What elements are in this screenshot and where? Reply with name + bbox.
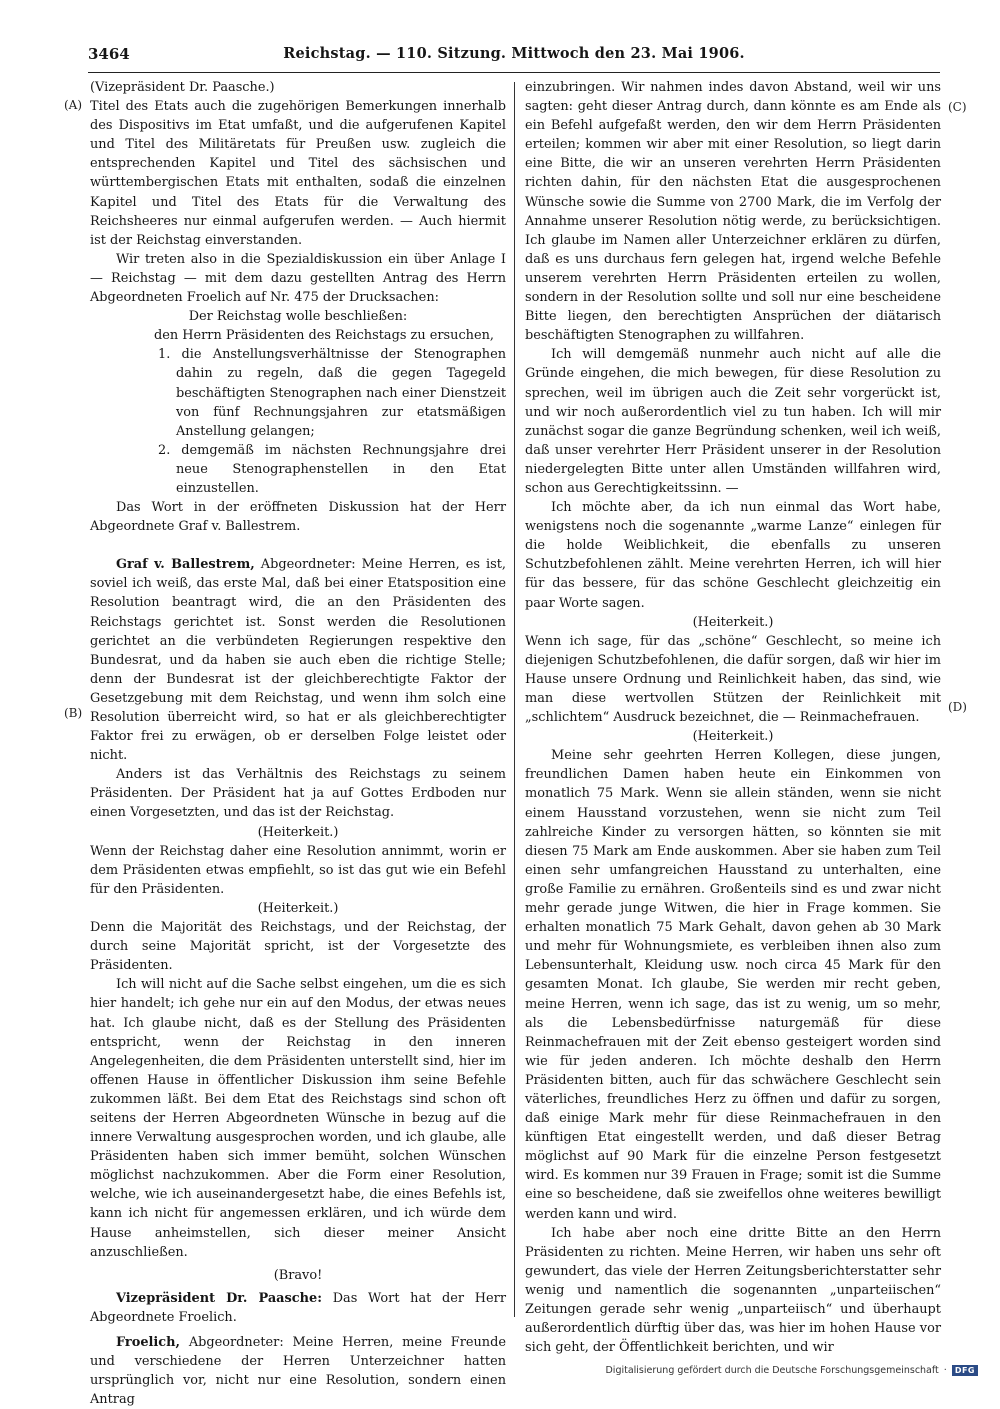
speech-paragraph	[90, 555, 506, 765]
column-divider	[514, 82, 515, 1317]
paragraph: Ich möchte aber, da ich nun einmal das Wort habe, wenigstens noch die sogenannte „warme Lanze“ einlegen für die holde Weiblichkeit, die ebenfalls zu unseren Schutzbefohlenen zählt. Meine verehrten Herren, ich will hier für das bessere, für das schöne Geschlecht gleichzeitig ein paar Worte sagen.	[525, 500, 941, 611]
motion-item: 1. die Anstellungsverhältnisse der Stenographen dahin zu regeln, daß die gegen Tagegeld beschäftigten Stenographen nach einer Dienstzeit von fünf Rechnungsjahren zur etatsmäßigen Anstellung gelangen;	[158, 347, 506, 439]
interjection: (Bravo!	[273, 1267, 323, 1283]
speaker-name: Froelich,	[116, 1335, 181, 1350]
motion-item: 2. demgemäß im nächsten Rechnungsjahre drei neue Stenographenstellen in den Etat einzustellen.	[158, 442, 506, 496]
digitization-footer: Digitalisierung gefördert durch die Deutsche Forschungsgemeinschaft · DFG	[605, 1365, 978, 1376]
paragraph: Anders ist das Verhältnis des Reichstags zu seinem Präsidenten. Der Präsident hat ja auf Gottes Erdboden nur einen Vorgesetzten, und das ist der Reichstag.	[90, 767, 506, 821]
interjection: (Heiterkeit.)	[692, 729, 774, 745]
paragraph: Ich will demgemäß nunmehr auch nicht auf alle die Gründe eingehen, die mich bewegen, für diese Resolution zu sprechen, weil im übrigen auch die Zeit sehr vorgerückt ist, und wir noch außerordentlich viel zu tun haben. Ich will mir zunächst sogar die ganze Begründung schenken, weil ich weiß, daß unser verehrter Herr Präsident unserer in der Resolution niedergelegten Bitte unter allen Umständen willfahren wird, schon aus Gerechtigkeitssinn. —	[525, 347, 941, 496]
page-number: 3464	[88, 45, 130, 63]
paragraph: Wenn ich sage, für das „schöne“ Geschlecht, so meine ich diejenigen Schutzbefohlenen, die dafür sorgen, daß wir hier im Hause unsere Ordnung und Reinlichkeit haben, das sind, wie man diese wertvollen Stützen der Reinlichkeit mit „schlichtem“ Ausdruck bezeichnet, die — Reinmachefrauen.	[525, 633, 941, 726]
interjection: (Heiterkeit.)	[257, 824, 339, 840]
speech-paragraph	[90, 1289, 506, 1327]
paragraph: Ich habe aber noch eine dritte Bitte an den Herrn Präsidenten zu richten. Meine Herren, wir haben uns sehr oft gewundert, das viele der Herren Zeitungsberichterstatter sehr wenig und namentlich die sogenannten „unparteiischen“ Zeitungen gerade sehr wenig „unparteiisch“ und überhaupt außerordentlich dürftig über das, was hier im hohen Hause vor sich geht, der Öffentlichkeit berichten, und wir	[525, 1225, 941, 1356]
paragraph: Ich will nicht auf die Sache selbst eingehen, um die es sich hier handelt; ich gehe nur ein auf den Modus, der etwas neues hat. Ich glaube nicht, daß es der Stellung des Präsidenten entspricht, wenn der Reichstag in den inneren Angelegenheiten, die dem Präsidenten unterstellt sind, hier im offenen Hause in öffentlicher Diskussion ihm seine Befehle zukommen läßt. Bei dem Etat des Reichstags sind schon oft seitens der Herren Abgeordneten Wünsche in bezug auf die innere Verwaltung ausgesprochen worden, und ich glaube, alle Präsidenten haben sich immer bemüht, solchen Wünschen möglichst nachzukommen. Aber die Form einer Resolution, welche, wie ich auseinandergesetzt habe, die eines Befehls ist, kann ich nicht für angemessen erklären, und ich würde dem Hause anheimstellen, sich dieser meiner Ansicht anzuschließen.	[90, 977, 506, 1260]
running-title: Reichstag. — 110. Sitzung. Mittwoch den 23. Mai 1906.	[283, 45, 745, 62]
dfg-logo-icon: DFG	[952, 1365, 978, 1376]
margin-mark-d: (D)	[948, 700, 967, 714]
motion-head: den Herrn Präsidenten des Reichstags zu ersuchen,	[154, 328, 494, 344]
margin-mark-b: (B)	[64, 706, 83, 720]
page-header	[88, 28, 940, 73]
paragraph: Denn die Majorität des Reichstags, und der Reichstag, der durch seine Majorität spricht, ist der Vorgesetzte des Präsidenten.	[90, 920, 506, 974]
paragraph: Das Wort in der eröffneten Diskussion hat der Herr Abgeordnete Graf v. Ballestrem.	[90, 500, 506, 535]
left-column	[90, 78, 506, 1409]
margin-mark-a: (A)	[64, 98, 83, 112]
margin-mark-c: (C)	[948, 100, 967, 114]
paragraph: Wir treten also in die Spezialdiskussion ein über Anlage I — Reichstag — mit dem dazu gestellten Antrag des Herrn Abgeordneten Froelich auf Nr. 475 der Drucksachen:	[90, 251, 506, 306]
speech-text: Abgeordneter: Meine Herren, es ist, soviel ich weiß, das erste Mal, daß bei einer Etatsposition eine Resolution beantragt wird, die an den Präsidenten des Reichstags gerichtet ist. Sonst werden die Resolutionen gerichtet an die verbündeten Regierungen respektive den Bundesrat, und da haben sie auch eben die richtige Stelle; denn der Bundesrat ist der gleichberechtigte Faktor der Gesetzgebung mit dem Reichstag, und wenn ihm solch eine Resolution überreicht wird, so hat er als gleichberechtigter Faktor frei zu erwägen, ob er derselben Folge leistet oder nicht.	[90, 557, 506, 764]
paragraph: einzubringen. Wir nahmen indes davon Abstand, weil wir uns sagten: geht dieser Antrag durch, dann könnte es am Ende als ein Befehl aufgefaßt werden, den wir dem Herrn Präsidenten erteilen; kommen wir aber mit einer Resolution, so liegt darin eine Bitte, die wir an unseren verehrten Herrn Präsidenten richten dahin, für den nächsten Etat die ausgesprochenen Wünsche sowie die Summe von 2700 Mark, die im Verfolg der Annahme unserer Resolution nötig werde, zu berücksichtigen. Ich glaube im Namen aller Unterzeichner erklären zu dürfen, daß es uns durchaus fern gelegen hat, irgend welche Befehle unserem verehrten Herrn Präsidenten erteilen zu wollen, sondern in der Resolution sollte und soll nur eine bescheidene Bitte liegen, den berechtigten Ansprüchen der diätarisch beschäftigten Stenographen zu willfahren.	[525, 80, 941, 344]
speech-paragraph	[90, 1333, 506, 1409]
interjection: (Heiterkeit.)	[257, 900, 339, 916]
speaker-name: Graf v. Ballestrem,	[116, 557, 255, 573]
paragraph: Wenn der Reichstag daher eine Resolution annimmt, worin er dem Präsidenten etwas empfiehlt, so ist das gut wie ein Befehl für den Präsidenten.	[90, 843, 506, 897]
speech-text: Das Wort hat der Herr Abgeordnete Froelich.	[90, 1290, 506, 1325]
interjection: (Heiterkeit.)	[692, 614, 774, 630]
speaker-name: Vizepräsident Dr. Paasche:	[116, 1290, 322, 1306]
motion-intro: Der Reichstag wolle beschließen:	[188, 309, 408, 325]
footer-text: Digitalisierung gefördert durch die Deutsche Forschungsgemeinschaft	[605, 1365, 939, 1376]
right-column	[525, 78, 941, 1357]
speaker-note: (Vizepräsident Dr. Paasche.)	[90, 80, 275, 95]
speech-text: Abgeordneter: Meine Herren, meine Freunde und verschiedene der Herren Unterzeichner hatten ursprünglich vor, nicht nur eine Resolution, sondern einen Antrag	[90, 1335, 506, 1408]
paragraph: Titel des Etats auch die zugehörigen Bemerkungen innerhalb des Dispositivs im Etat umfaßt, und die aufgerufenen Kapitel und Titel des Militäretats für Preußen usw. zugleich die entsprechenden Kapitel und Titel des sächsischen und württembergischen Etats mit enthalten, sodaß die einzelnen Kapitel und Titel des Etats für die Verwaltung des Reichsheeres nur einmal aufgerufen werden. — Auch hiermit ist der Reichstag einverstanden.	[90, 99, 506, 248]
paragraph: Meine sehr geehrten Herren Kollegen, diese jungen, freundlichen Damen haben heute ein Einkommen von monatlich 75 Mark. Wenn sie allein ständen, wenn sie nicht einem Hausstand vorzustehen, wenn sie nicht zum Teil zahlreiche Kinder zu versorgen hätten, so könnten sie mit diesen 75 Mark am Ende auskommen. Aber sie haben zum Teil einen sehr umfangreichen Hausstand zu unterhalten, eine große Familie zu ernähren. Großenteils sind es und zwar nicht mehr gerade junge Witwen, die hier in Frage kommen. Sie erhalten monatlich 75 Mark Gehalt, davon gehen ab 30 Mark und mehr für Wohnungsmiete, es verbleiben ihnen also zum Lebensunterhalt, Kleidung usw. noch circa 45 Mark für den gesamten Monat. Ich glaube, Sie werden mir recht geben, meine Herren, wenn ich sage, das ist zu wenig, um so mehr, als die Lebensbedürfnisse naturgemäß für diese Reinmachefrauen mit der Zeit ebenso gesteigert worden sind wie für jeden anderen. Ich möchte deshalb den Herrn Präsidenten bitten, auch für das schwächere Geschlecht sein väterliches, freundliches Herz zu öffnen und dafür zu sorgen, daß einige Mark mehr für diese Reinmachefrauen in den künftigen Etat eingestellt werden, und daß dieser Betrag möglichst auf 90 Mark für die einzelne Person festgesetzt wird. Es kommen nur 39 Frauen in Frage; somit ist die Summe eine so bescheidene, daß sie zweifellos ohne weiteres bewilligt werden kann und wird.	[525, 748, 941, 1222]
